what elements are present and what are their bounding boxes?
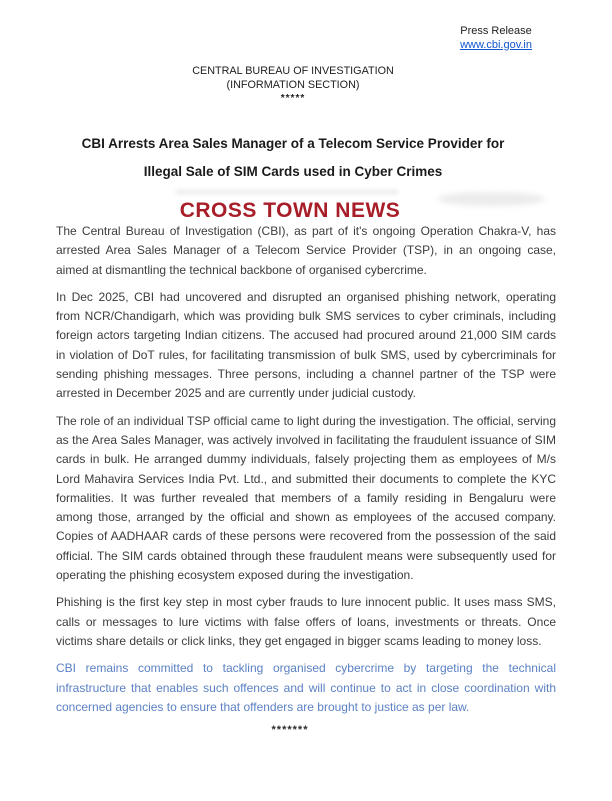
title-line-1: CBI Arrests Area Sales Manager of a Telecom Service Provider for xyxy=(81,136,505,151)
cbi-website-link[interactable]: www.cbi.gov.in xyxy=(460,38,532,51)
watermark-overlay xyxy=(168,186,412,223)
document-title xyxy=(43,130,543,186)
cross-town-news-watermark: CROSS TOWN NEWS xyxy=(179,199,401,222)
header-divider-stars: ***** xyxy=(280,93,306,104)
title-line-2: Illegal Sale of SIM Cards used in Cyber Crimes xyxy=(143,164,443,179)
org-header xyxy=(56,65,530,106)
paragraph-5-highlight: CBI remains committed to tackling organised cybercrime by targeting the technical infrastructure that enables such offences and will continue to act in close coordination with concerned agencies to ensure that offenders are brought to justice as per law. xyxy=(56,661,556,714)
paragraph-1: The Central Bureau of Investigation (CBI), as part of it's ongoing Operation Chakra-V, has arrested Area Sales Manager of a Telecom Service Provider (TSP), in an ongoing case, aimed at dismantling the technical backbone of organised cybercrime. xyxy=(56,224,556,277)
org-name: CENTRAL BUREAU OF INVESTIGATION xyxy=(192,65,394,77)
paragraph-2: In Dec 2025, CBI had uncovered and disrupted an organised phishing network, operating from NCR/Chandigarh, which was providing bulk SMS services to cyber criminals, including foreign actors targeting Indian citizens. The accused had procured around 21,000 SIM cards in violation of DoT rules, for facilitating transmission of bulk SMS, used by cybercriminals for sending phishing messages. Three persons, including a channel partner of the TSP were arrested in December 2025 and are currently under judicial custody. xyxy=(56,289,556,401)
faded-watermark-smudge xyxy=(437,192,545,206)
watermark-streak xyxy=(176,190,398,194)
body-content xyxy=(56,222,556,725)
header-right-block xyxy=(460,25,532,52)
press-release-label: Press Release xyxy=(460,25,532,37)
closing-divider-stars: ******* xyxy=(271,724,309,736)
paragraph-4: Phishing is the first key step in most cyber frauds to lure innocent public. It uses mass SMS, calls or messages to lure victims with false offers of loans, investments or threats. Once victims share details or click links, they get engaged in bigger scams leading to money loss. xyxy=(56,595,556,648)
paragraph-3: The role of an individual TSP official came to light during the investigation. The official, serving as the Area Sales Manager, was actively involved in facilitating the fraudulent issuance of SIM cards in bulk. He arranged dummy individuals, falsely projecting them as employees of M/s Lord Mahavira Services India Pvt. Ltd., and submitted their documents to complete the KYC formalities. It was further revealed that members of a family residing in Bengaluru were among those, arranged by the official and shown as employees of the accused company. Copies of AADHAAR cards of these persons were recovered from the possession of the said official. The SIM cards obtained through these fraudulent means were subsequently used for operating the phishing ecosystem exposed during the investigation. xyxy=(56,413,556,583)
org-section: (INFORMATION SECTION) xyxy=(226,78,360,91)
